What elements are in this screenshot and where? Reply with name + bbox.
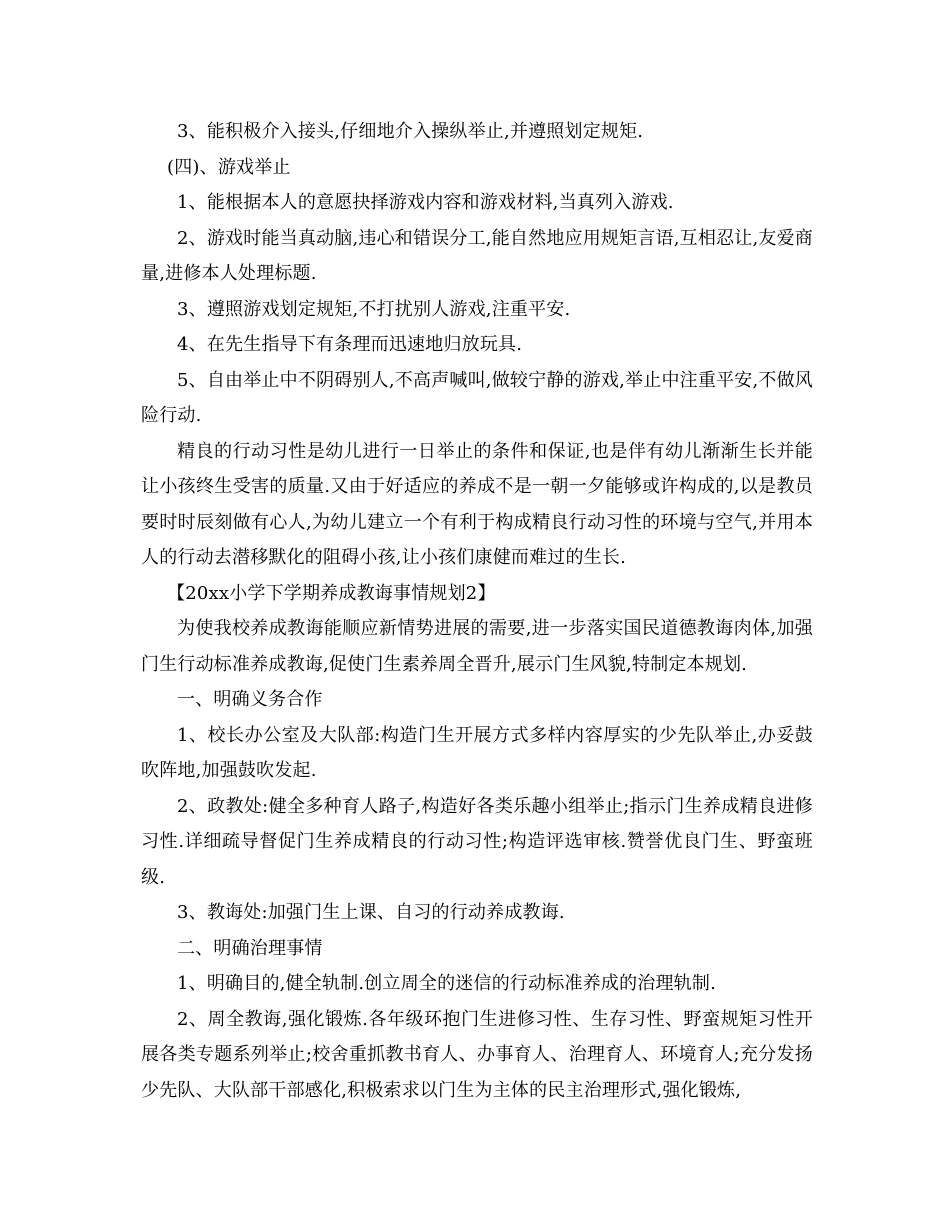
paragraph-game-4: 4、在先生指导下有条理而迅速地归放玩具.: [177, 334, 523, 355]
paragraph-summary: 精良的行动习性是幼儿进行一日举止的条件和保证,也是伴有幼儿渐渐生长并能让小孩终生受害的质量.又由于好适应的养成不是一朝一夕能够或许构成的,以是教员要时时辰刻做有心人,为幼儿建立一个有利于构成精良行动习性的环境与空气,并用本人的行动去潜移默化的阻碍小孩,让小孩们康健而难过的生长.: [141, 440, 813, 568]
paragraph-game-1: 1、能根据本人的意愿抉择游戏内容和游戏材料,当真列入游戏.: [177, 192, 674, 213]
paragraph-responsibility-3: 3、教诲处:加强门生上课、自习的行动养成教诲.: [177, 902, 565, 923]
section-heading-game-activities: (四)、游戏举止: [167, 156, 291, 178]
paragraph-plan-intro: 为使我校养成教诲能顺应新情势进展的需要,进一步落实国民道德教诲肉体,加强门生行动标准养成教诲,促使门生素养周全晋升,展示门生风貌,特制定本规划.: [141, 618, 813, 675]
plan-title: 【20xx小学下学期养成教诲事情规划2】: [167, 582, 496, 604]
section-heading-responsibilities: 一、明确义务合作: [177, 689, 323, 710]
paragraph-management-1: 1、明确目的,健全轨制.创立周全的迷信的行动标准养成的治理轨制.: [177, 973, 717, 994]
paragraph-responsibility-1: 1、校长办公室及大队部:构造门生开展方式多样内容厚实的少先队举止,办妥鼓吹阵地,加强鼓吹发起.: [141, 724, 813, 781]
paragraph-responsibility-2: 2、政教处:健全多种育人路子,构造好各类乐趣小组举止;指示门生养成精良进修习性.详细疏导督促门生养成精良的行动习性;构造评选审核.赞誉优良门生、野蛮班级.: [141, 795, 813, 888]
paragraph-game-5: 5、自由举止中不阴碍别人,不高声喊叫,做较宁静的游戏,举止中注重平安,不做风险行动.: [141, 369, 813, 426]
section-heading-management: 二、明确治理事情: [177, 937, 323, 959]
paragraph-game-3: 3、遵照游戏划定规矩,不打扰别人游戏,注重平安.: [177, 298, 571, 320]
paragraph-game-2: 2、游戏时能当真动脑,违心和错误分工,能自然地应用规矩言语,互相忍让,友爱商量,进修本人处理标题.: [141, 227, 813, 284]
paragraph-rule-3: 3、能积极介入接头,仔细地介入操纵举止,并遵照划定规矩.: [177, 121, 644, 142]
document-body: [141, 114, 813, 1108]
paragraph-management-2: 2、周全教诲,强化锻炼.各年级环抱门生进修习性、生存习性、野蛮规矩习性开展各类专题系列举止;校舍重抓教书育人、办事育人、治理育人、环境育人;充分发扬少先队、大队部干部感化,积极索求以门生为主体的民主治理形式,强化锻炼,: [141, 1008, 813, 1101]
